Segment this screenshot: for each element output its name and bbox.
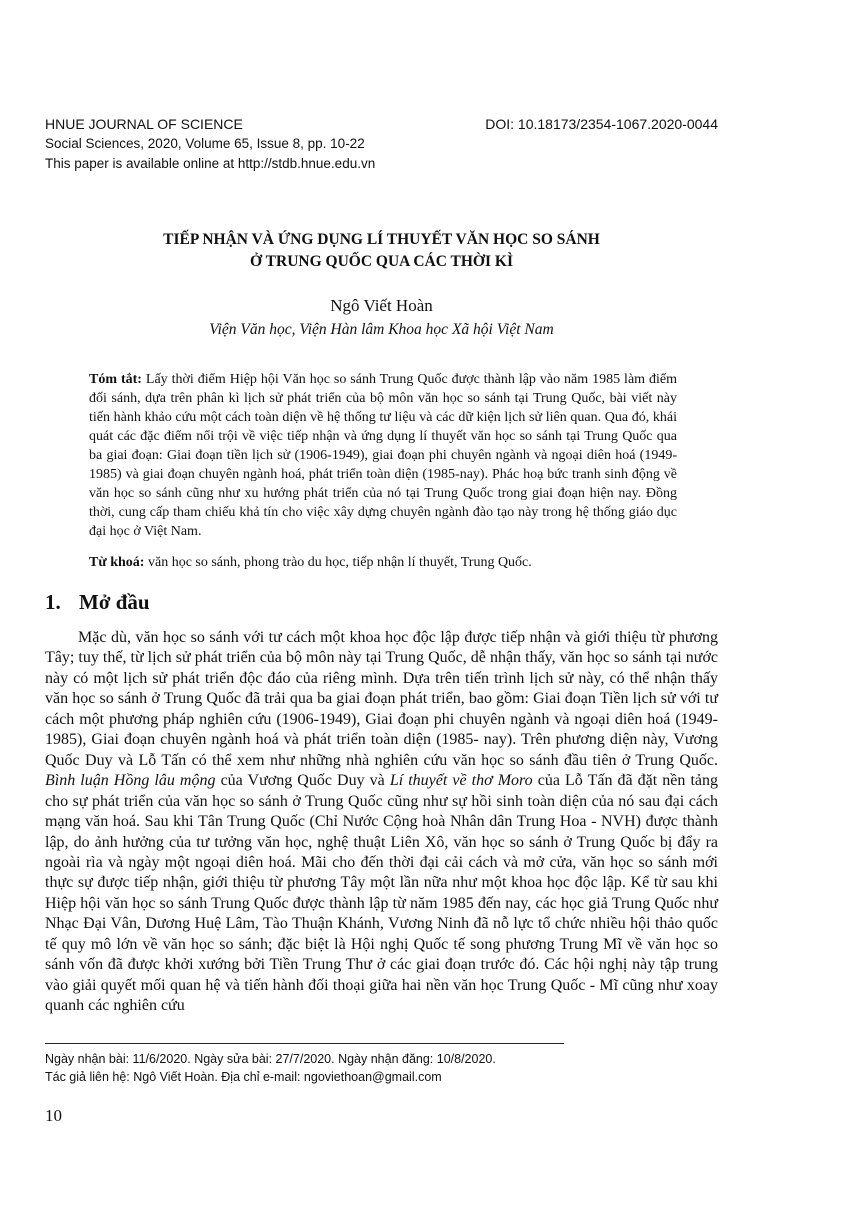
abstract <box>89 370 677 541</box>
title-line-1: TIẾP NHẬN VÀ ỨNG DỤNG LÍ THUYẾT VĂN HỌC SO SÁNH <box>163 231 600 248</box>
volume-line: Social Sciences, 2020, Volume 65, Issue 8, pp. 10-22 <box>45 136 365 151</box>
abstract-text: Lấy thời điểm Hiệp hội Văn học so sánh Trung Quốc được thành lập vào năm 1985 làm điểm đối sánh, dựa trên phân kì lịch sử phát triển của bộ môn văn học so sánh tại Trung Quốc, bài viết này tiến hành khảo cứu một cách toàn diện về hệ thống tư liệu và các dữ kiện lịch sử liên quan. Qua đó, khái quát các đặc điểm nổi trội về việc tiếp nhận và ứng dụng lí thuyết văn học so sánh tại Trung Quốc qua ba giai đoạn: Giai đoạn tiền lịch sử (1906-1949), giai đoạn phi chuyên ngành và ngoại diên hoá (1949-1985) và giai đoạn chuyên ngành hoá, phát triển toàn diện (1985-nay). Phác hoạ bức tranh sinh động về văn học so sánh cũng như xu hướng phát triển của nó tại Trung Quốc trong giai đoạn hiện nay. Đồng thời, cung cấp tham chiếu khả tín cho việc xây dựng chuyên ngành đào tạo này trong hệ thống giáo dục đại học ở Việt Nam. <box>89 372 677 539</box>
section-heading <box>45 590 150 615</box>
author-name: Ngô Viết Hoàn <box>330 296 433 315</box>
footnotes <box>45 1050 718 1086</box>
body-paragraph <box>45 628 718 1017</box>
journal-name: HNUE JOURNAL OF SCIENCE <box>45 116 243 132</box>
page-number: 10 <box>45 1106 62 1125</box>
body-italic-title-2: Lí thuyết về thơ Moro <box>389 772 533 790</box>
footnote-dates: Ngày nhận bài: 11/6/2020. Ngày sửa bài: 27/7/2020. Ngày nhận đăng: 10/8/2020. <box>45 1052 496 1066</box>
paper-title <box>45 229 718 273</box>
section-number: 1. <box>45 590 61 614</box>
footnote-contact: Tác giả liên hệ: Ngô Viết Hoàn. Địa chỉ e-mail: ngoviethoan@gmail.com <box>45 1070 442 1084</box>
body-text-3: của Lỗ Tấn đã đặt nền tảng cho sự phát triển của văn học so sánh ở Trung Quốc cũng như sự hồi sinh toàn diện của nó sau đại cách mạng văn hoá. Sau khi Tân Trung Quốc (Chỉ Nước Cộng hoà Nhân dân Trung Hoa - NVH) được thành lập, do ảnh hưởng của tư tưởng văn học, nghệ thuật Liên Xô, văn học so sánh ở Trung Quốc bị đẩy ra ngoài rìa và ngày một ngoại diên hoá. Mãi cho đến thời đại cải cách và mở cửa, văn học so sánh mới thực sự được tiếp nhận, giới thiệu từ phương Tây một lần nữa như một khoa học độc lập. Kể từ sau khi Hiệp hội văn học so sánh Trung Quốc được thành lập từ năm 1985 đến nay, các học giả Trung Quốc như Nhạc Đại Vân, Dương Huệ Lâm, Tào Thuận Khánh, Vương Ninh đã nỗ lực tổ chức nhiều hội thảo quốc tế quy mô lớn về văn học so sánh; đặc biệt là Hội nghị Quốc tế song phương Trung Mĩ về văn học so sánh vốn đã được khởi xướng bởi Tiền Trung Thư ở các giai đoạn trước đó. Các hội nghị này tập trung vào giải quyết mối quan hệ và tiến hành đối thoại giữa hai nền văn học Trung Quốc - Mĩ cũng như xoay quanh các nghiên cứu <box>45 772 719 1015</box>
paper-page <box>45 0 718 1212</box>
footnote-divider <box>45 1043 564 1044</box>
abstract-label: Tóm tắt: <box>89 372 142 387</box>
section-title: Mở đầu <box>79 590 150 614</box>
keywords-label: Từ khoá: <box>89 555 145 570</box>
doi: DOI: 10.18173/2354-1067.2020-0044 <box>485 116 718 132</box>
keywords <box>89 553 677 572</box>
title-line-2: Ở TRUNG QUỐC QUA CÁC THỜI KÌ <box>250 253 513 270</box>
body-italic-title-1: Bình luận Hồng lâu mộng <box>45 772 216 790</box>
availability-line: This paper is available online at http://stdb.hnue.edu.vn <box>45 156 376 171</box>
journal-header <box>45 114 718 174</box>
keywords-text: văn học so sánh, phong trào du học, tiếp nhận lí thuyết, Trung Quốc. <box>144 555 532 570</box>
body-text-1: Mặc dù, văn học so sánh với tư cách một khoa học độc lập được tiếp nhận và giới thiệu từ phương Tây; tuy thế, từ lịch sử phát triển của bộ môn này tại Trung Quốc, dễ nhận thấy, văn học so sánh tại nước này có một lịch sử phát triển độc đáo của riêng mình. Dựa trên tiến trình lịch sử này, có thể nhận thấy văn học so sánh ở Trung Quốc đã trải qua ba giai đoạn phát triển, bao gồm: Giai đoạn Tiền lịch sử với tư cách một phương pháp nghiên cứu (1906-1949), Giai đoạn phi chuyên ngành và ngoại diên hoá (1949-1985), Giai đoạn chuyên ngành hoá và phát triển toàn diện (1985- nay). Trên phương diện này, Vương Quốc Duy và Lỗ Tấn có thể xem như những nhà nghiên cứu văn học so sánh đầu tiên ở Trung Quốc. <box>45 629 718 769</box>
author-affiliation: Viện Văn học, Viện Hàn lâm Khoa học Xã hội Việt Nam <box>209 321 554 338</box>
body-text-2: của Vương Quốc Duy và <box>215 772 390 790</box>
